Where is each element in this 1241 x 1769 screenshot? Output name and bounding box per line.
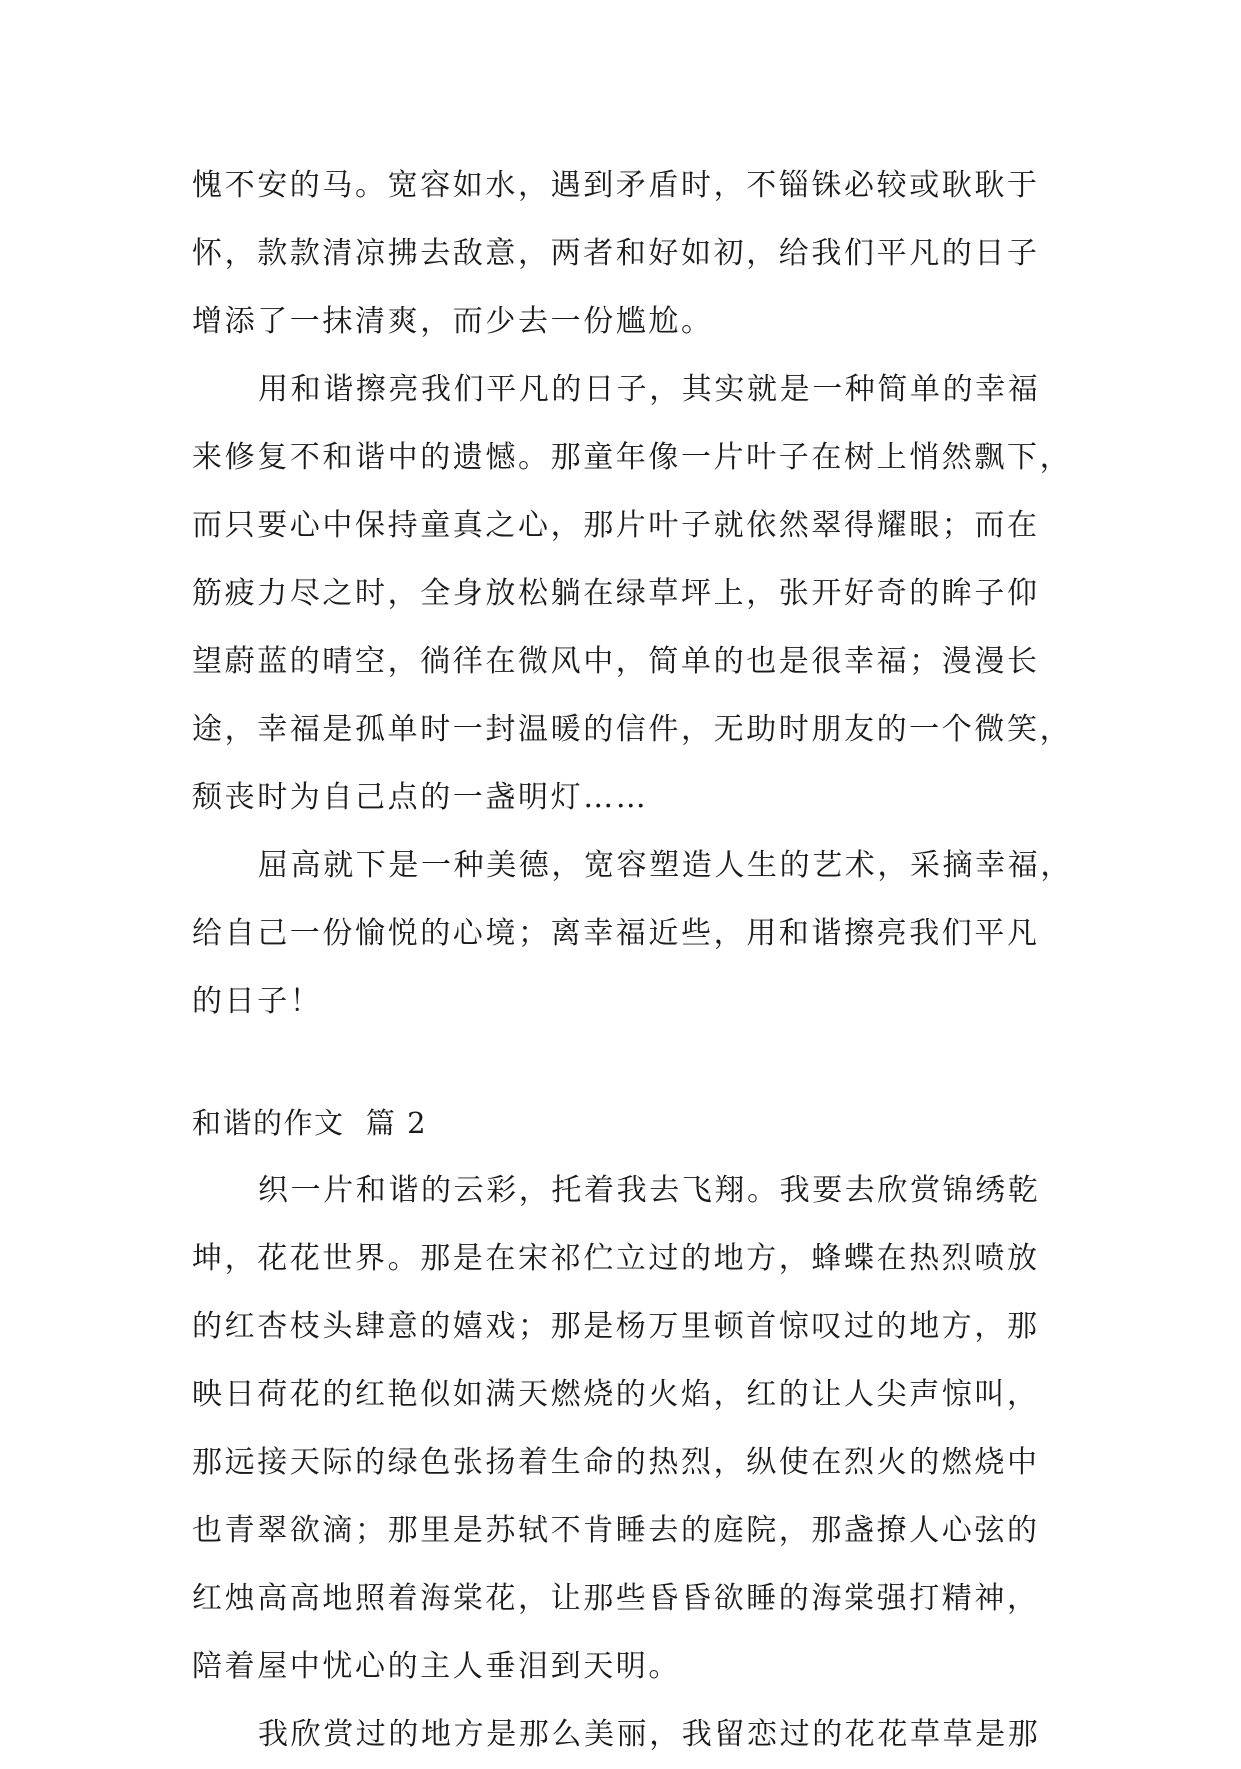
- text-line: 给自己一份愉悦的心境；离幸福近些，用和谐擦亮我们平凡: [192, 916, 1040, 951]
- text-line: 颓丧时为自己点的一盏明灯……: [192, 780, 649, 815]
- text-line: 愧不安的马。宽容如水，遇到矛盾时，不锱铢必较或耿耿于: [192, 168, 1040, 203]
- text-line: 的红杏枝头肆意的嬉戏；那是杨万里顿首惊叹过的地方，那: [192, 1309, 1040, 1344]
- text-line: 筋疲力尽之时，全身放松躺在绿草坪上，张开好奇的眸子仰: [192, 576, 1040, 611]
- paragraph: [192, 1701, 1052, 1769]
- text-line: 增添了一抹清爽，而少去一份尴尬。: [192, 304, 714, 339]
- text-line: 映日荷花的红艳似如满天燃烧的火焰，红的让人尖声惊叫，: [192, 1377, 1040, 1412]
- section-heading: 和谐的作文 篇 2: [192, 1106, 428, 1140]
- text-line: 来修复不和谐中的遗憾。那童年像一片叶子在树上悄然飘下，: [192, 440, 1073, 475]
- text-line: 望蔚蓝的晴空，徜徉在微风中，简单的也是很幸福；漫漫长: [192, 644, 1040, 679]
- paragraph: [192, 1157, 1052, 1701]
- paragraph: [192, 356, 1073, 832]
- text-line: 陪着屋中忧心的主人垂泪到天明。: [192, 1649, 681, 1684]
- text-line: 那远接天际的绿色张扬着生命的热烈，纵使在烈火的燃烧中: [192, 1445, 1040, 1480]
- text-line: 的日子！: [192, 984, 323, 1019]
- text-line: 织一片和谐的云彩，托着我去飞翔。我要去欣赏锦绣乾: [258, 1173, 1041, 1208]
- text-line: 也青翠欲滴；那里是苏轼不肯睡去的庭院，那盏撩人心弦的: [192, 1513, 1040, 1548]
- document-page: [192, 152, 1073, 1769]
- paragraph: [192, 832, 1073, 1036]
- text-line: 怀，款款清凉拂去敌意，两者和好如初，给我们平凡的日子: [192, 236, 1040, 271]
- text-line: 而只要心中保持童真之心，那片叶子就依然翠得耀眼；而在: [192, 508, 1040, 543]
- text-line: 红烛高高地照着海棠花，让那些昏昏欲睡的海棠强打精神，: [192, 1581, 1040, 1616]
- paragraph: [192, 152, 1052, 356]
- text-line: 用和谐擦亮我们平凡的日子，其实就是一种简单的幸福: [258, 372, 1041, 407]
- text-line: 坤，花花世界。那是在宋祁伫立过的地方，蜂蝶在热烈喷放: [192, 1241, 1040, 1276]
- text-line: 我欣赏过的地方是那么美丽，我留恋过的花花草草是那: [258, 1717, 1041, 1752]
- section-gap: [192, 1036, 1052, 1089]
- text-line: 屈高就下是一种美德，宽容塑造人生的艺术，采摘幸福，: [258, 848, 1073, 883]
- text-line: 途，幸福是孤单时一封温暖的信件，无助时朋友的一个微笑，: [192, 712, 1073, 747]
